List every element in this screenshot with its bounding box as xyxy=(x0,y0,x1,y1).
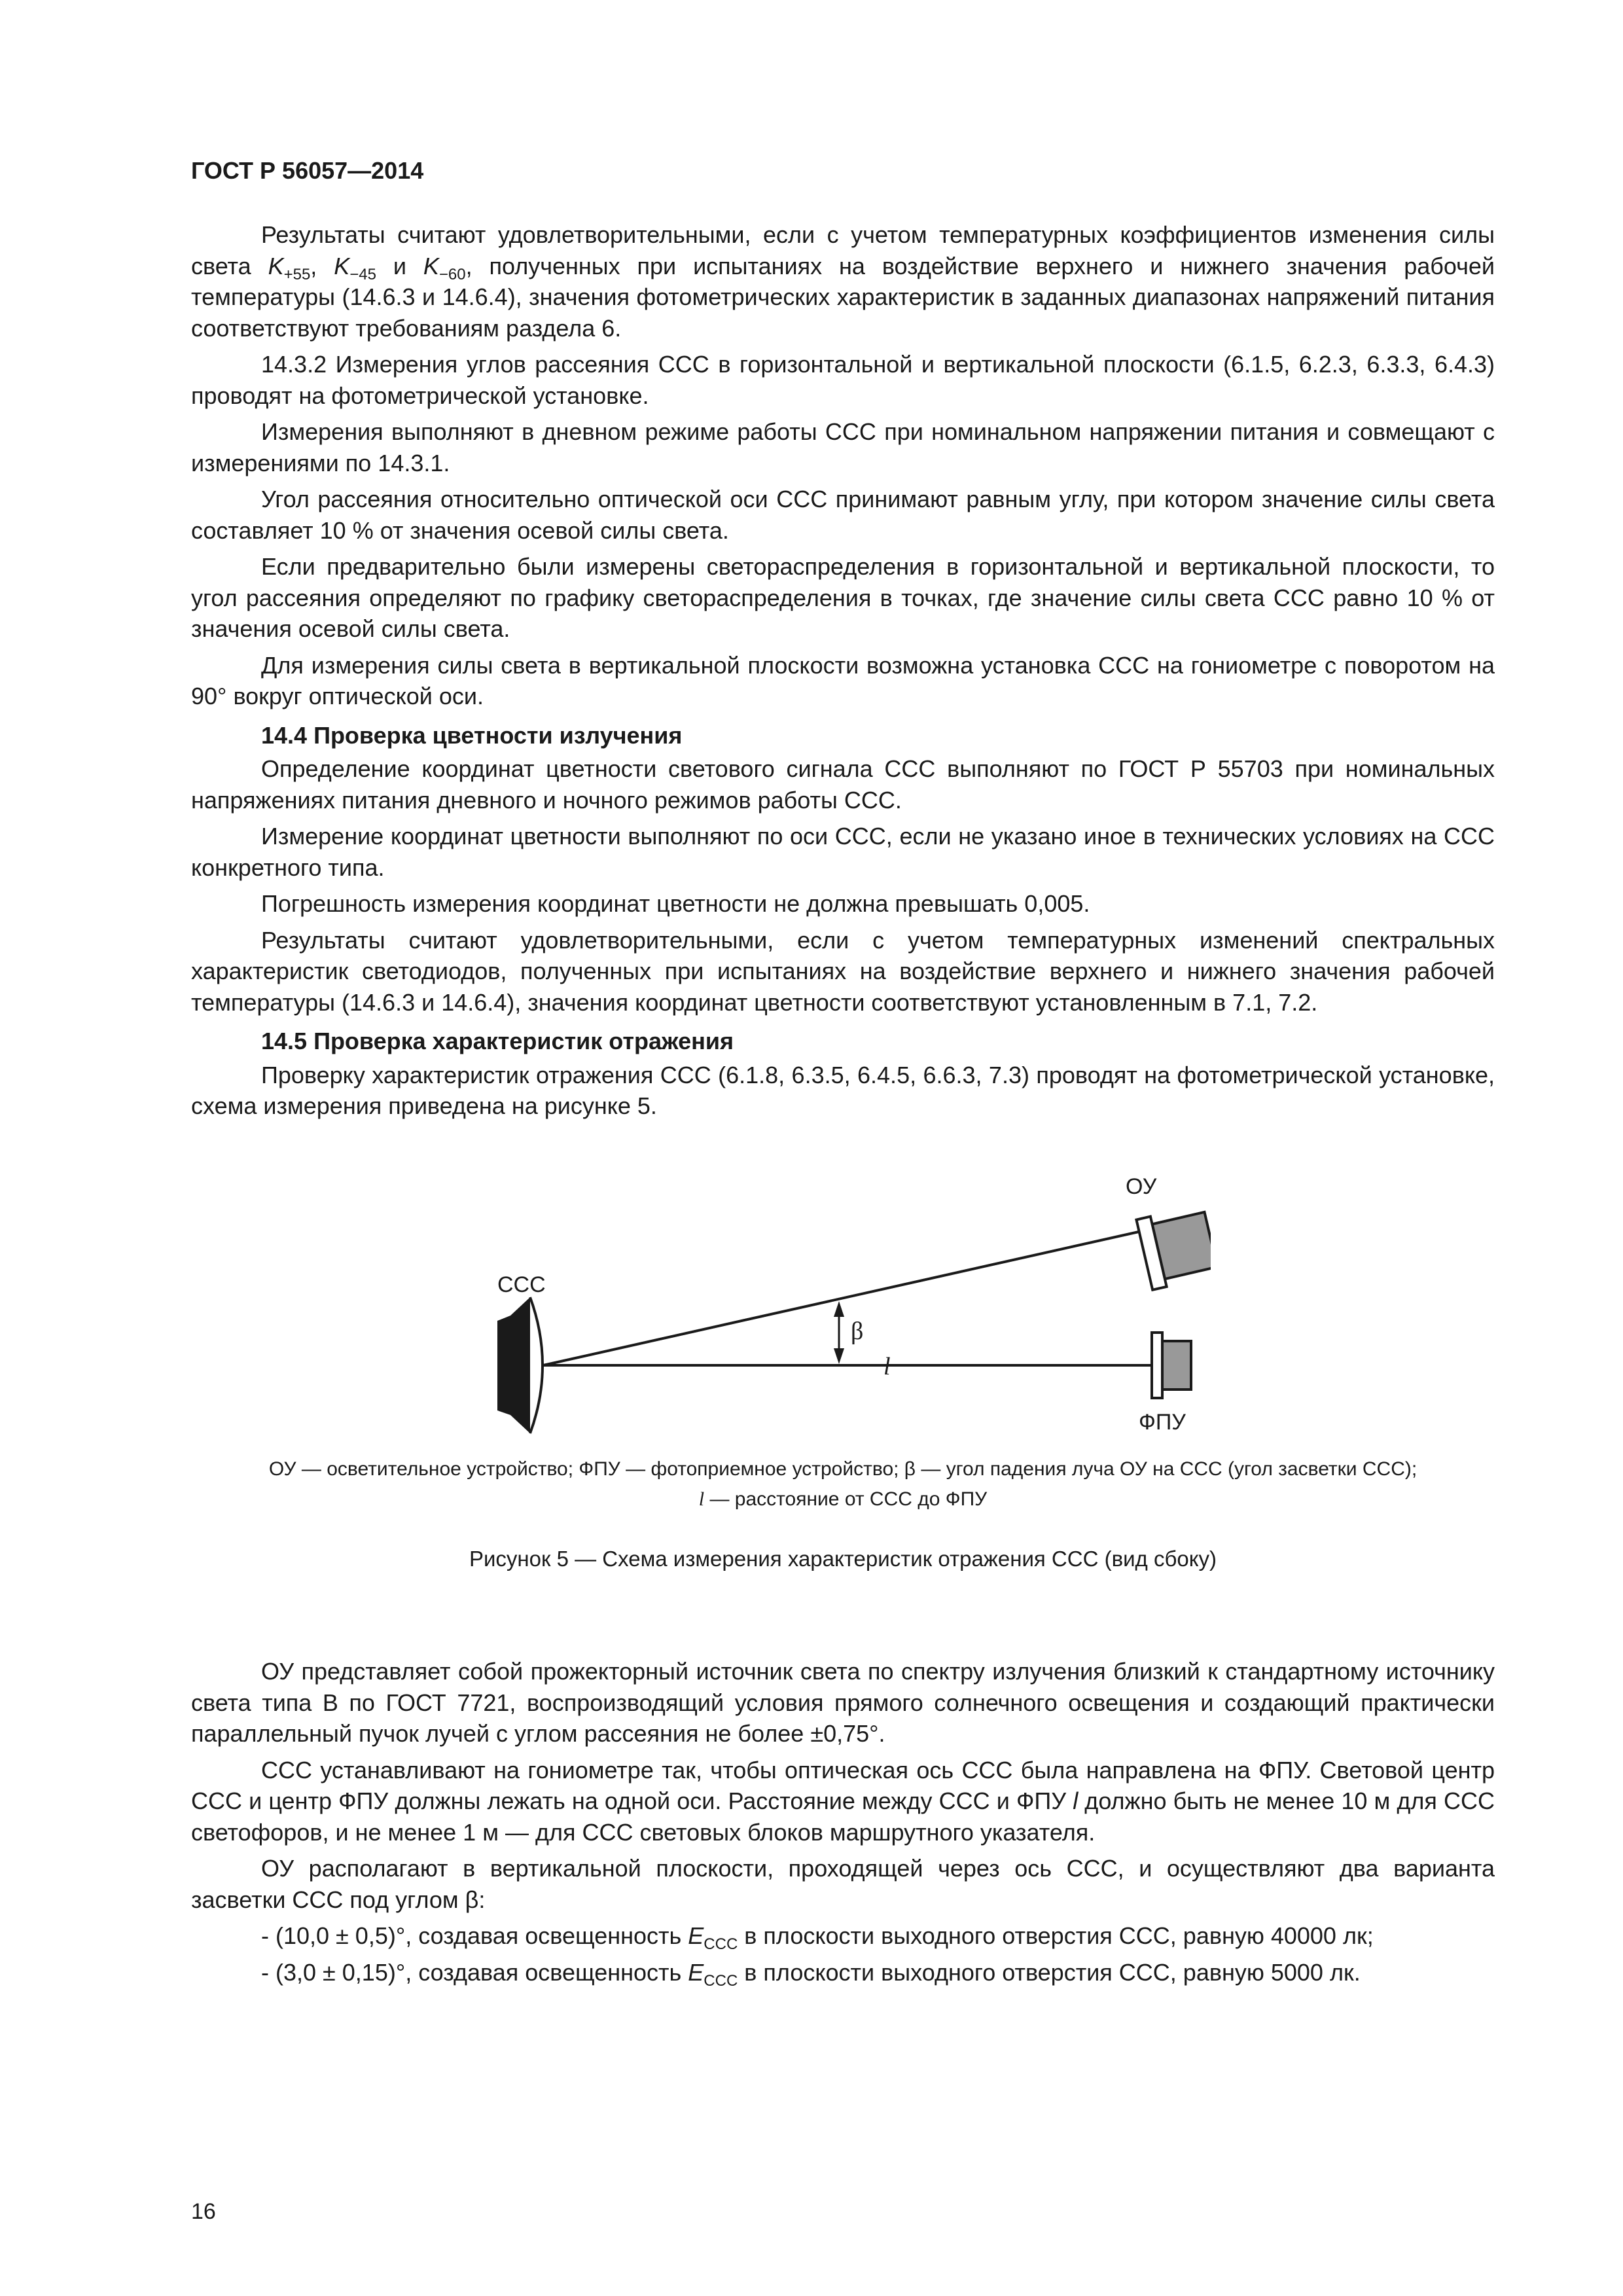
distance-label: l xyxy=(883,1353,891,1380)
paragraph-day-mode: Измерения выполняют в дневном режиме работы ССС при номинальном напряжении питания и совмещают с измерениями по 14.3.1. xyxy=(191,418,1495,476)
ou-label: ОУ xyxy=(1126,1174,1157,1199)
paragraph-chromaticity-results: Результаты считают удовлетворительными, если с учетом температурных изменений спектральных характеристик светодиодов, полученных при испытаниях на воздействие верхнего и нижнего значения рабочей температуры (14.6.3 и 14.6.4), значения координат цветности соответствуют установленным в 7.1, 7.2. xyxy=(191,926,1495,1016)
paragraph-goniometer: ССС устанавливают на гониометре так, чтобы оптическая ось ССС была направлена на ФПУ. Световой центр ССС и центр ФПУ должны лежать на одной оси. Расстояние между ССС и ФПУ l должно быть не менее 10 м для ССС светофоров, и не менее 1 м — для ССС световых блоков маршрутного указателя. xyxy=(191,1756,1495,1846)
section-heading-14-5: 14.5 Проверка характеристик отражения xyxy=(261,1028,734,1054)
beta-label: β xyxy=(851,1318,864,1345)
angle-arrow-head-down xyxy=(834,1348,844,1364)
ssc-housing xyxy=(510,1297,530,1433)
paragraph-light-distribution: Если предварительно были измерены светораспределения в горизонтальной и вертикальной плоскости, то угол рассеяния определяют по графику светораспределения в точках, где значение силы света ССС равно 10 % от значения осевой силы света. xyxy=(191,553,1495,642)
ssc-lens xyxy=(530,1297,543,1433)
fpu-label: ФПУ xyxy=(1139,1410,1186,1435)
fpu-body xyxy=(1162,1341,1191,1390)
paragraph-chromaticity-error: Погрешность измерения координат цветности не должна превышать 0,005. xyxy=(261,890,1090,917)
document-header: ГОСТ Р 56057—2014 xyxy=(191,157,424,184)
incident-beam-line xyxy=(543,1232,1139,1365)
figure-caption: Рисунок 5 — Схема измерения характеристик отражения ССС (вид сбоку) xyxy=(469,1547,1217,1571)
ssc-label: ССС xyxy=(497,1272,546,1297)
page-number: 16 xyxy=(191,2199,216,2224)
figure-5-diagram xyxy=(458,1158,1211,1453)
text-block-lower xyxy=(191,1656,1495,1988)
paragraph-ou-description: ОУ представляет собой прожекторный источник света по спектру излучения близкий к стандартному источнику света типа В по ГОСТ 7721, воспроизводящий условия прямого солнечного освещения и создающий практически параллельный пучок лучей с углом рассеяния не более ±0,75°. xyxy=(191,1658,1495,1747)
paragraph-scatter-angle: Угол рассеяния относительно оптической оси ССС принимают равным углу, при котором значение силы света составляет 10 % от значения осевой силы света. xyxy=(191,486,1495,544)
paragraph-results: Результаты считают удовлетворительными, если с учетом температурных коэффициентов изменения силы света $K_{+55}$, $K_{-45}$ и $K_{-60}$, полученных при испытаниях на воздействие верхнего и нижнего значения рабочей температуры (14.6.3 и 14.6.4), значения фотометрических характеристик в заданных диапазонах напряжений питания соответствуют требованиям раздела 6. xyxy=(191,221,1495,342)
paragraph-14-3-2: 14.3.2 Измерения углов рассеяния ССС в горизонтальной и вертикальной плоскости (6.1.5, 6.2.3, 6.3.3, 6.4.3) проводят на фотометрической установке. xyxy=(191,351,1495,409)
paragraph-illumination-variants: ОУ располагают в вертикальной плоскости, проходящей через ось ССС, и осуществляют два варианта засветки ССС под углом β: xyxy=(191,1855,1495,1913)
paragraph-chromaticity-definition: Определение координат цветности светового сигнала ССС выполняют по ГОСТ Р 55703 при номинальных напряжениях питания дневного и ночного режимов работы ССС. xyxy=(191,755,1495,814)
lighting-device-ou xyxy=(1136,1204,1211,1290)
ssc-housing-front xyxy=(497,1316,510,1415)
paragraph-reflection-check: Проверку характеристик отражения ССС (6.1.8, 6.3.5, 6.4.5, 6.6.3, 7.3) проводят на фотометрической установке, схема измерения приведена на рисунке 5. xyxy=(191,1061,1495,1119)
legend-line-2: l — расстояние от ССС до ФПУ xyxy=(698,1488,988,1510)
section-heading-14-4: 14.4 Проверка цветности излучения xyxy=(261,721,683,749)
list-item-variant-2: - (3,0 ± 0,15)°, создавая освещенность $E_{ССС}$ в плоскости выходного отверстия ССС, равную 5000 лк. xyxy=(261,1958,1361,1990)
paragraph-chromaticity-axis: Измерение координат цветности выполняют по оси ССС, если не указано иное в технических условиях на ССС конкретного типа. xyxy=(191,823,1495,881)
fpu-front-rim xyxy=(1152,1333,1162,1398)
figure-legend xyxy=(191,1454,1495,1515)
legend-line-1: ОУ — осветительное устройство; ФПУ — фотоприемное устройство; β — угол падения луча ОУ на ССС (угол засветки ССС); xyxy=(268,1458,1418,1480)
text-block-upper xyxy=(191,219,1495,1122)
list-item-variant-1: - (10,0 ± 0,5)°, создавая освещенность $E_{ССС}$ в плоскости выходного отверстия ССС, равную 40000 лк; xyxy=(261,1922,1374,1954)
angle-arrow-head-up xyxy=(834,1301,844,1317)
paragraph-vertical-plane: Для измерения силы света в вертикальной плоскости возможна установка ССС на гониометре с поворотом на 90° вокруг оптической оси. xyxy=(191,651,1495,709)
